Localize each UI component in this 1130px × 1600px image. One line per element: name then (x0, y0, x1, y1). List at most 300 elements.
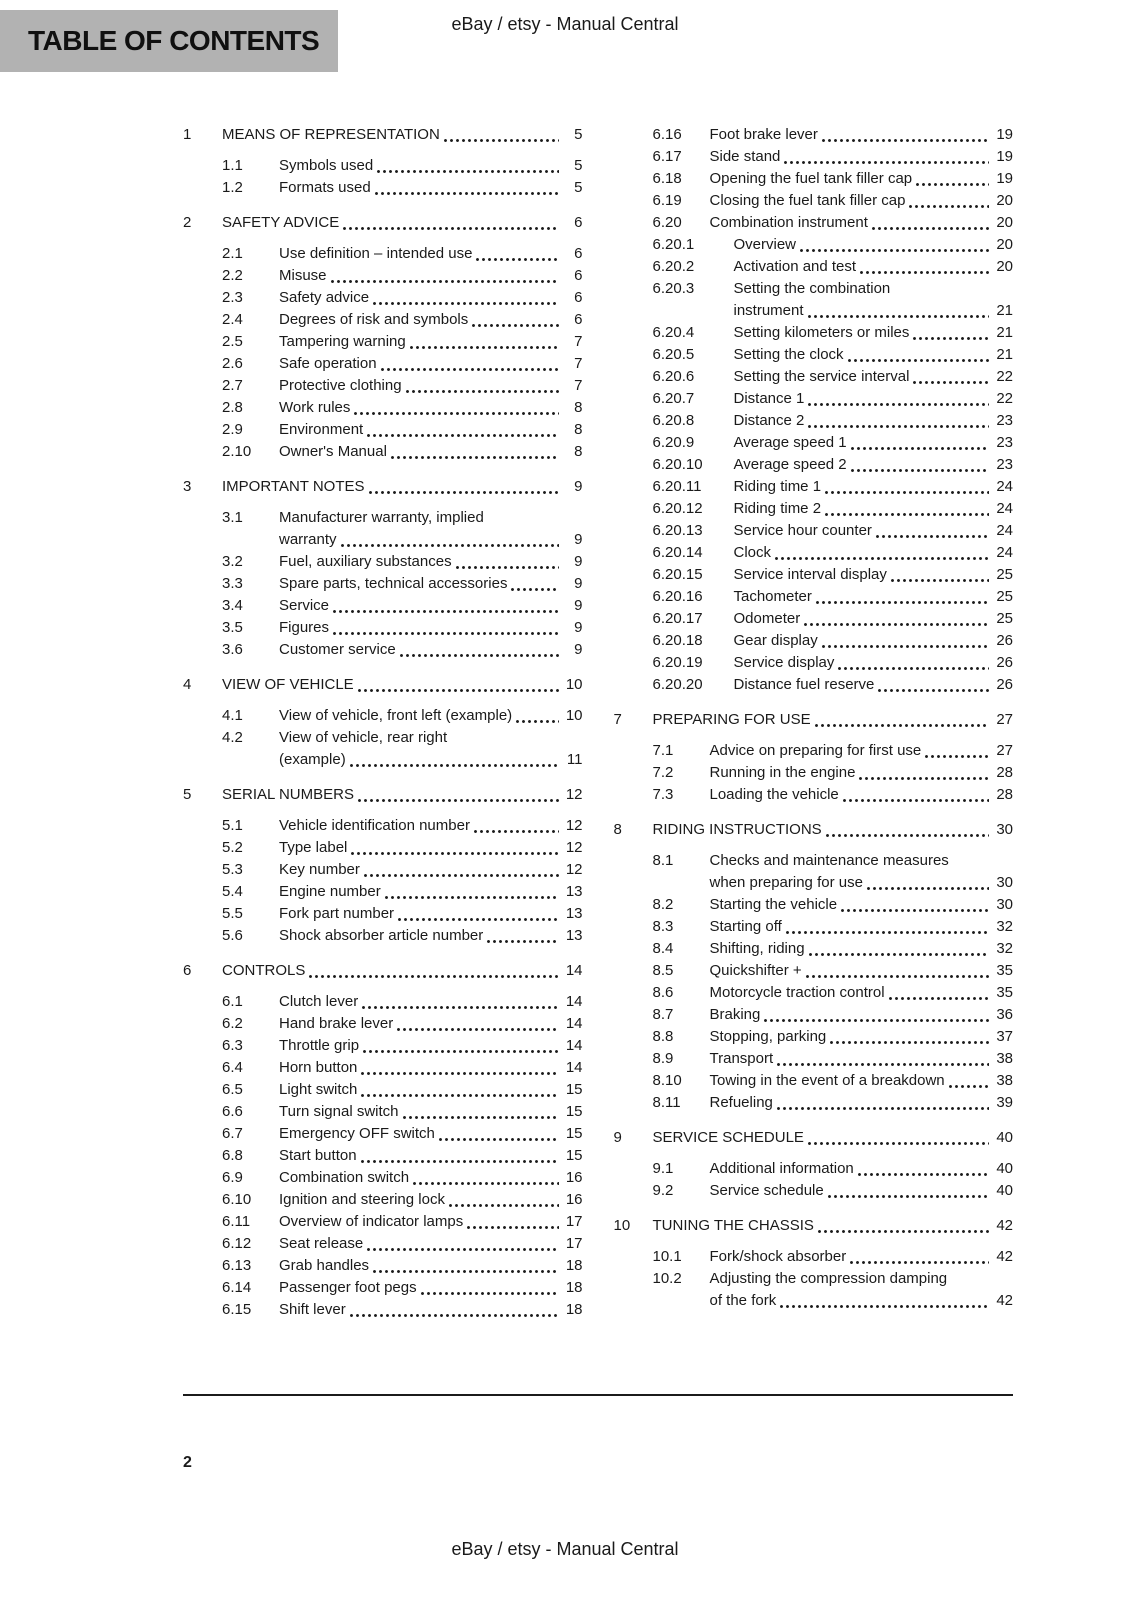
toc-entry[interactable] (614, 366, 1014, 388)
toc-entry-line (734, 542, 1014, 564)
toc-entry-label: Seat release (279, 1235, 364, 1252)
toc-entry[interactable] (614, 520, 1014, 542)
dot-leader (913, 379, 989, 384)
toc-entry-line (222, 212, 583, 234)
dot-leader (354, 410, 558, 415)
toc-entry-label: SERIAL NUMBERS (222, 786, 354, 803)
toc-entry-page: 35 (996, 962, 1013, 979)
toc-entry-label: Tampering warning (279, 333, 406, 350)
toc-entry[interactable] (614, 1026, 1014, 1048)
toc-entry-page: 9 (574, 641, 583, 658)
toc-entry-body (653, 1127, 1014, 1149)
toc-entry-line (279, 1123, 583, 1145)
toc-entry-number: 6.20.17 (652, 610, 703, 627)
toc-entry-body (279, 1101, 583, 1123)
toc-entry-body (279, 1255, 583, 1277)
toc-entry-line (710, 190, 1014, 212)
toc-entry-line (279, 749, 583, 771)
toc-entry-number: 6.15 (222, 1301, 252, 1318)
toc-entry-label: Type label (279, 839, 348, 856)
toc-entry-number: 3.3 (222, 575, 243, 592)
toc-entry[interactable] (614, 410, 1014, 432)
toc-entry-label: Setting the service interval (733, 368, 910, 385)
toc-entry-body (279, 1057, 583, 1079)
toc-entry[interactable] (183, 1299, 583, 1321)
toc-entry-label: Formats used (279, 179, 371, 196)
toc-entry[interactable] (614, 234, 1014, 256)
toc-entry[interactable] (614, 344, 1014, 366)
dot-leader (777, 1061, 989, 1066)
toc-entry-label: warranty (279, 531, 337, 548)
toc-entry-page: 8 (574, 443, 583, 460)
toc-entry[interactable] (614, 916, 1014, 938)
toc-entry-body (279, 331, 583, 353)
toc-entry-page: 9 (574, 575, 583, 592)
toc-entry[interactable] (183, 243, 583, 265)
toc-entry[interactable] (183, 1035, 583, 1057)
toc-entry-number: 3.1 (222, 509, 243, 526)
toc-entry[interactable] (183, 309, 583, 331)
toc-entry-page: 25 (996, 588, 1013, 605)
toc-entry[interactable] (614, 1215, 1014, 1237)
dot-leader (516, 718, 558, 723)
dot-leader (467, 1224, 558, 1229)
toc-entry[interactable] (183, 639, 583, 661)
toc-entry-label: Braking (709, 1006, 761, 1023)
toc-entry-number: 6.20.3 (652, 280, 695, 297)
toc-entry-number: 6.20.6 (652, 368, 695, 385)
toc-entry-line (734, 498, 1014, 520)
toc-entry-page: 9 (574, 619, 583, 636)
toc-entry-body (710, 960, 1014, 982)
toc-entry[interactable] (183, 859, 583, 881)
toc-entry[interactable] (183, 375, 583, 397)
toc-entry-page: 9 (574, 478, 583, 495)
dot-leader (889, 995, 989, 1000)
toc-entry-number: 2.4 (222, 311, 243, 328)
toc-entry-page: 14 (565, 1015, 583, 1032)
toc-entry-number: 2.2 (222, 267, 243, 284)
toc-entry-line (734, 234, 1014, 256)
toc-entry[interactable] (614, 1092, 1014, 1114)
toc-entry-body (279, 375, 583, 397)
page-title: TABLE OF CONTENTS (0, 10, 338, 72)
toc-entry-line (279, 705, 583, 727)
toc-entry-number: 7.1 (652, 742, 674, 759)
toc-entry[interactable] (183, 1079, 583, 1101)
toc-entry-label: IMPORTANT NOTES (222, 478, 365, 495)
toc-entry-number: 8.11 (652, 1094, 681, 1111)
toc-entry-line (710, 894, 1014, 916)
dot-leader (375, 190, 559, 195)
toc-entry-page: 7 (574, 377, 583, 394)
toc-entry-body (222, 960, 583, 982)
toc-entry-page: 13 (565, 883, 583, 900)
dot-leader (367, 1246, 558, 1251)
toc-entry[interactable] (614, 1246, 1014, 1268)
dot-leader (341, 542, 559, 547)
dot-leader (808, 1140, 989, 1145)
toc-entry-line (710, 1048, 1014, 1070)
toc-entry[interactable] (183, 727, 583, 771)
toc-entry-body (279, 419, 583, 441)
toc-entry-body (222, 212, 583, 234)
toc-entry-number: 6.3 (222, 1037, 243, 1054)
toc-entry[interactable] (183, 1145, 583, 1167)
toc-entry-page: 23 (996, 434, 1013, 451)
toc-entry-number: 1 (183, 126, 192, 143)
toc-entry-body (279, 573, 583, 595)
toc-entry-body (734, 256, 1014, 278)
toc-entry-page: 39 (996, 1094, 1013, 1111)
toc-entry-body (710, 740, 1014, 762)
toc-entry[interactable] (183, 837, 583, 859)
footer-divider (183, 1394, 1013, 1396)
toc-entry-page: 19 (996, 126, 1013, 143)
toc-entry-line (734, 388, 1014, 410)
toc-entry[interactable] (614, 850, 1014, 894)
toc-entry-line (279, 1035, 583, 1057)
toc-entry-body (710, 938, 1014, 960)
toc-entry-label: Combination instrument (709, 214, 868, 231)
toc-entry[interactable] (183, 1277, 583, 1299)
toc-entry-number: 8.1 (652, 852, 674, 869)
toc-entry[interactable] (183, 397, 583, 419)
toc-entry[interactable] (183, 1057, 583, 1079)
toc-entry-number: 6.20.15 (652, 566, 703, 583)
toc-entry-line (734, 344, 1014, 366)
toc-entry[interactable] (614, 762, 1014, 784)
toc-entry[interactable] (614, 432, 1014, 454)
toc-entry-page: 17 (565, 1235, 583, 1252)
toc-entry-page: 18 (565, 1279, 583, 1296)
toc-entry-label: Clutch lever (279, 993, 359, 1010)
toc-entry[interactable] (183, 815, 583, 837)
toc-entry-number: 2.5 (222, 333, 243, 350)
toc-entry[interactable] (614, 564, 1014, 586)
toc-entry-line (734, 476, 1014, 498)
toc-entry[interactable] (614, 388, 1014, 410)
toc-entry[interactable] (183, 1189, 583, 1211)
dot-leader (825, 511, 989, 516)
dot-leader (487, 938, 558, 943)
toc-entry[interactable] (614, 476, 1014, 498)
dot-leader (822, 643, 989, 648)
toc-entry-line (279, 837, 583, 859)
toc-entry[interactable] (183, 331, 583, 353)
toc-entry[interactable] (614, 784, 1014, 806)
toc-entry-label: Setting the combination (733, 280, 891, 297)
toc-entry-page: 20 (996, 236, 1013, 253)
toc-entry[interactable] (183, 925, 583, 947)
toc-entry-label: when preparing for use (709, 874, 863, 891)
dot-leader (364, 872, 559, 877)
toc-entry[interactable] (614, 190, 1014, 212)
toc-entry-line (279, 617, 583, 639)
toc-entry-page: 14 (565, 993, 583, 1010)
toc-entry[interactable] (614, 960, 1014, 982)
toc-entry-page: 38 (996, 1072, 1013, 1089)
toc-entry-page: 24 (996, 478, 1013, 495)
toc-entry-label: Spare parts, technical accessories (279, 575, 508, 592)
toc-entry-page: 16 (565, 1191, 583, 1208)
toc-entry-page: 20 (996, 214, 1013, 231)
toc-entry-line (734, 630, 1014, 652)
toc-entry[interactable] (614, 1004, 1014, 1026)
toc-entry[interactable] (614, 982, 1014, 1004)
toc-entry[interactable] (614, 1180, 1014, 1202)
dot-leader (476, 256, 558, 261)
dot-leader (818, 1228, 989, 1233)
toc-entry-number: 5.3 (222, 861, 243, 878)
toc-entry-line (279, 309, 583, 331)
toc-entry-label: SERVICE SCHEDULE (652, 1129, 804, 1146)
dot-leader (808, 313, 989, 318)
toc-entry-line (710, 784, 1014, 806)
toc-entry-number: 6.20.5 (652, 346, 695, 363)
toc-entry-line (710, 1092, 1014, 1114)
toc-entry[interactable] (614, 322, 1014, 344)
toc-entry-label: Shift lever (279, 1301, 346, 1318)
toc-entry[interactable] (183, 960, 583, 982)
toc-entry[interactable] (183, 881, 583, 903)
toc-entry-page: 25 (996, 610, 1013, 627)
toc-entry-number: 6.20.16 (652, 588, 703, 605)
toc-entry-body (279, 1299, 583, 1321)
toc-entry-label: Degrees of risk and symbols (279, 311, 469, 328)
toc-entry[interactable] (614, 1268, 1014, 1312)
toc-entry-number: 6.1 (222, 993, 243, 1010)
toc-entry-label: Environment (279, 421, 364, 438)
toc-entry-line (279, 331, 583, 353)
toc-entry-label: PREPARING FOR USE (652, 711, 811, 728)
toc-entry-body (279, 441, 583, 463)
toc-entry[interactable] (183, 903, 583, 925)
dot-leader (860, 269, 989, 274)
toc-entry[interactable] (183, 784, 583, 806)
toc-entry[interactable] (183, 991, 583, 1013)
toc-entry-label: SAFETY ADVICE (222, 214, 340, 231)
dot-leader (809, 951, 989, 956)
toc-entry[interactable] (183, 419, 583, 441)
toc-entry[interactable] (614, 652, 1014, 674)
toc-entry[interactable] (614, 740, 1014, 762)
toc-entry-number: 6.19 (652, 192, 682, 209)
toc-entry[interactable] (183, 212, 583, 234)
toc-entry[interactable] (183, 551, 583, 573)
toc-entry[interactable] (183, 1101, 583, 1123)
dot-leader (398, 916, 558, 921)
toc-entry[interactable] (614, 894, 1014, 916)
toc-entry-line (222, 476, 583, 498)
toc-entry-line (279, 1101, 583, 1123)
toc-entry-label: Setting kilometers or miles (733, 324, 910, 341)
toc-entry[interactable] (614, 1048, 1014, 1070)
toc-entry-number: 6.20 (652, 214, 682, 231)
toc-entry-body (734, 454, 1014, 476)
toc-entry[interactable] (614, 256, 1014, 278)
toc-entry-line (710, 762, 1014, 784)
toc-entry[interactable] (614, 608, 1014, 630)
toc-entry-body (279, 1233, 583, 1255)
toc-entry-page: 5 (574, 126, 583, 143)
dot-leader (361, 1158, 559, 1163)
toc-entry[interactable] (614, 278, 1014, 322)
dot-leader (331, 278, 559, 283)
toc-entry-label: Distance fuel reserve (733, 676, 875, 693)
toc-entry[interactable] (183, 705, 583, 727)
toc-entry-body (279, 639, 583, 661)
dot-leader (916, 181, 989, 186)
toc-entry-page: 27 (996, 711, 1013, 728)
toc-entry-label: Starting the vehicle (709, 896, 838, 913)
toc-entry[interactable] (614, 630, 1014, 652)
toc-entry[interactable] (183, 1211, 583, 1233)
toc-entry-label: Turn signal switch (279, 1103, 399, 1120)
toc-entry-page: 6 (574, 289, 583, 306)
toc-entry-number: 10.1 (652, 1248, 682, 1265)
toc-entry-body (734, 278, 1014, 322)
dot-leader (878, 687, 989, 692)
toc-entry-body (279, 925, 583, 947)
toc-entry[interactable] (614, 586, 1014, 608)
dot-leader (851, 445, 989, 450)
toc-entry[interactable] (183, 595, 583, 617)
toc-entry-page: 9 (574, 597, 583, 614)
toc-entry-body (710, 1180, 1014, 1202)
toc-entry-label: Starting off (709, 918, 782, 935)
toc-entry-page: 10 (565, 707, 583, 724)
toc-entry-number: 6.6 (222, 1103, 243, 1120)
toc-entry-label: Use definition – intended use (279, 245, 473, 262)
toc-entry-body (279, 397, 583, 419)
toc-entry-number: 4 (183, 676, 192, 693)
toc-entry-body (279, 1145, 583, 1167)
toc-entry-number: 6.20.11 (652, 478, 702, 495)
toc-entry[interactable] (183, 124, 583, 146)
toc-entry-line (279, 419, 583, 441)
toc-entry[interactable] (614, 674, 1014, 696)
toc-entry[interactable] (183, 573, 583, 595)
toc-entry[interactable] (183, 476, 583, 498)
dot-leader (913, 335, 989, 340)
toc-entry-page: 6 (574, 311, 583, 328)
toc-entry-line (710, 146, 1014, 168)
toc-entry-page: 5 (574, 179, 583, 196)
toc-entry[interactable] (614, 146, 1014, 168)
header-watermark: eBay / etsy - Manual Central (451, 14, 679, 34)
toc-entry-page: 15 (565, 1147, 583, 1164)
toc-entry[interactable] (183, 1123, 583, 1145)
toc-entry-number: 5.5 (222, 905, 243, 922)
toc-entry[interactable] (614, 542, 1014, 564)
toc-entry-line (653, 1215, 1014, 1237)
toc-entry-label: Closing the fuel tank filler cap (709, 192, 906, 209)
toc-entry-label: Running in the engine (709, 764, 856, 781)
toc-entry-label: Loading the vehicle (709, 786, 839, 803)
toc-entry-page: 26 (996, 654, 1013, 671)
toc-entry[interactable] (183, 155, 583, 177)
toc-entry[interactable] (183, 1013, 583, 1035)
dot-leader (808, 423, 989, 428)
dot-leader (764, 1017, 989, 1022)
toc-entry-body (279, 551, 583, 573)
toc-entry-number: 6.11 (222, 1213, 251, 1230)
toc-entry-label: Fork/shock absorber (709, 1248, 847, 1265)
dot-leader (444, 137, 559, 142)
toc-entry-line (279, 1013, 583, 1035)
toc-entry-page: 15 (565, 1103, 583, 1120)
toc-entry-page: 30 (996, 896, 1013, 913)
toc-entry-page: 11 (566, 751, 583, 768)
toc-entry[interactable] (183, 1167, 583, 1189)
dot-leader (410, 344, 559, 349)
toc-entry-line (279, 529, 583, 551)
toc-entry[interactable] (614, 1070, 1014, 1092)
toc-entry[interactable] (614, 498, 1014, 520)
toc-entry[interactable] (614, 124, 1014, 146)
dot-leader (843, 797, 989, 802)
toc-entry[interactable] (183, 265, 583, 287)
toc-entry-number: 6.20.7 (652, 390, 695, 407)
toc-entry-number: 4.1 (222, 707, 243, 724)
toc-entry[interactable] (614, 454, 1014, 476)
toc-entry[interactable] (183, 287, 583, 309)
toc-entry-page: 21 (996, 324, 1013, 341)
toc-entry[interactable] (183, 617, 583, 639)
toc-entry[interactable] (183, 1255, 583, 1277)
toc-entry-body (710, 1070, 1014, 1092)
toc-entry-page: 15 (565, 1125, 583, 1142)
toc-entry-number: 7.3 (652, 786, 674, 803)
toc-entry[interactable] (183, 353, 583, 375)
dot-leader (391, 454, 559, 459)
toc-entry-number: 8.8 (652, 1028, 674, 1045)
toc-entry-page: 7 (574, 355, 583, 372)
toc-entry-label: Gear display (733, 632, 818, 649)
toc-entry-page: 8 (574, 399, 583, 416)
toc-entry-body (734, 608, 1014, 630)
toc-entry-line (279, 1211, 583, 1233)
toc-entry[interactable] (614, 938, 1014, 960)
toc-entry-line (734, 652, 1014, 674)
dot-leader (841, 907, 989, 912)
toc-entry[interactable] (614, 709, 1014, 731)
toc-entry-body (710, 916, 1014, 938)
toc-entry[interactable] (614, 168, 1014, 190)
toc-entry[interactable] (614, 212, 1014, 234)
toc-entry[interactable] (614, 1158, 1014, 1180)
toc-entry[interactable] (614, 819, 1014, 841)
toc-entry-number: 2 (183, 214, 192, 231)
toc-entry[interactable] (183, 507, 583, 551)
toc-entry-number: 3.5 (222, 619, 243, 636)
toc-entry[interactable] (614, 1127, 1014, 1149)
toc-entry[interactable] (183, 1233, 583, 1255)
dot-leader (449, 1202, 559, 1207)
toc-entry-body (734, 410, 1014, 432)
toc-entry[interactable] (183, 674, 583, 696)
toc-entry-number: 8.10 (652, 1072, 682, 1089)
toc-entry-number: 7.2 (652, 764, 674, 781)
toc-entry-line (710, 1246, 1014, 1268)
toc-entry-body (734, 542, 1014, 564)
dot-leader (413, 1180, 558, 1185)
toc-entry[interactable] (183, 441, 583, 463)
toc-entry[interactable] (183, 177, 583, 199)
dot-leader (362, 1004, 558, 1009)
toc-entry-number: 9.1 (652, 1160, 674, 1177)
